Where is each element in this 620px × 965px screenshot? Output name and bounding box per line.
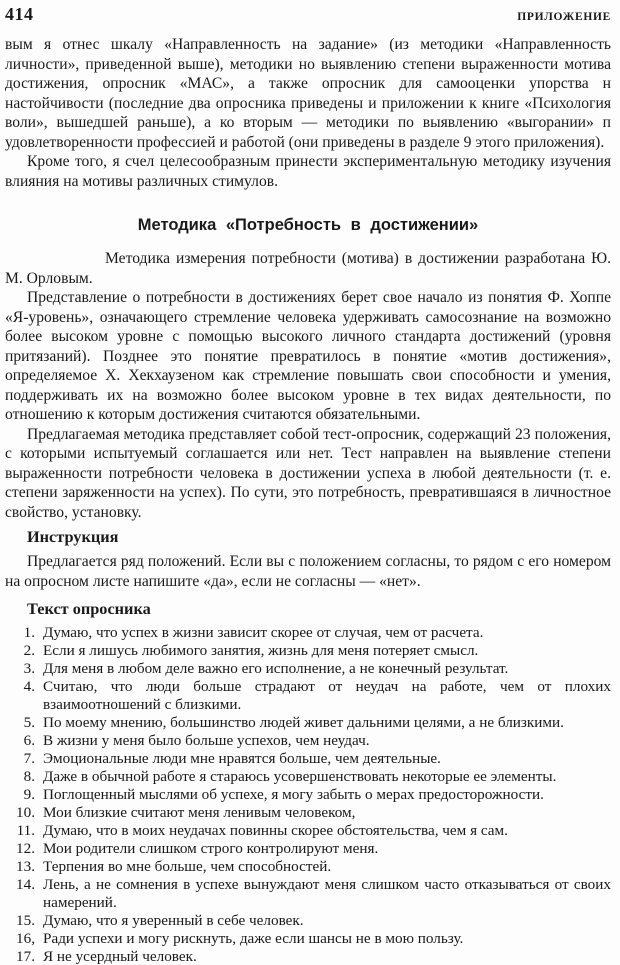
- item-text: Лень, а не сомнения в успехе вынуждают меня слишком часто отказываться от своих намерений.: [43, 876, 611, 911]
- item-number: 5.: [23, 714, 35, 731]
- item-text: Считаю, что люди больше страдают от неудач на работе, чем от плохих взаимоотношений с близкими.: [43, 678, 611, 713]
- item-number: 12.: [16, 840, 35, 857]
- item-text: Думаю, что я уверенный в себе человек.: [43, 912, 304, 929]
- item-text: Я не усердный человек.: [43, 948, 197, 965]
- item-text: Думаю, что успех в жизни зависит скорее от случая, чем от расчета.: [43, 624, 484, 641]
- item-text: Ради успехи и могу рискнуть, даже если шансы не в мою пользу.: [43, 930, 464, 947]
- list-item: [5, 912, 611, 930]
- item-number: 15.: [16, 912, 35, 929]
- page-number: 414: [5, 4, 34, 24]
- list-item: [5, 660, 611, 678]
- questionnaire-list: [5, 624, 611, 965]
- item-number: 9.: [23, 786, 35, 803]
- section-paragraph-3: Предлагаемая методика представляет собой тест-опросник, содержащий 23 положения, с которыми испытуемый соглашается или нет. Тест направлен на выявление степени выраженности потребности человека в достижении успеха в любой деятельности (т. е. степени заряженности на успех). По сути, это потребность, превратившаяся в личностное свойство, установку.: [5, 425, 611, 521]
- page-header: [5, 4, 611, 25]
- list-item: [5, 822, 611, 840]
- item-number: 3.: [23, 660, 35, 677]
- item-text: Мои близкие считают меня ленивым человеком,: [43, 804, 356, 821]
- item-number: 6.: [23, 732, 35, 749]
- intro-paragraph-2: Кроме того, я счел целесообразным принести экспериментальную методику изучения влияния на мотивы различных стимулов.: [5, 153, 611, 190]
- section-title: Методика «Потребность в достижении»: [137, 216, 479, 234]
- list-item: [5, 768, 611, 786]
- list-item: [5, 930, 611, 948]
- list-item: [5, 858, 611, 876]
- section-paragraph-1: Методика измерения потребности (мотива) в достижении разработана Ю. М. Орловым.: [5, 250, 611, 287]
- item-number: 4.: [23, 678, 35, 695]
- intro-paragraph-1: вым я отнес шкалу «Направленность на задание» (из методики «Направленность личности», приведенной выше), методики но выявлению степени выраженности мотива достижения, опросник «МАС», а также опросник для самооценки упорства н настойчивости (последние два опросника приведены и приложении к книге «Психология воли», вышедшей раньше), а ко вторым — методики по выявлению «выгорании» п удовлетворенности профессией и работой (они приведены в разделе 9 этого приложения).: [5, 36, 611, 151]
- section-paragraph-2: Представление о потребности в достижениях берет свое начало из понятия Ф. Хоппе «Я-уровень», означающего стремление человека удерживать самосознание на возможно более высоком уровне с помощью высокого личного стандарта достижений (уровня притязаний). Позднее это понятие превратилось в понятие «мотив достижения», определяемое Х. Хекхаузеном как стремление повышать свои способности и умения, поддерживать их на возможно более высоком уровне в тех видах деятельности, по отношению к которым достижения считаются обязательными.: [5, 289, 611, 423]
- running-header: ПРИЛОЖЕНИЕ: [517, 11, 611, 23]
- list-item: [5, 642, 611, 660]
- item-number: 2.: [23, 642, 35, 659]
- item-text: Терпения во мне больше, чем способностей.: [43, 858, 332, 875]
- item-text: Думаю, что в моих неудачах повинны скорее обстоятельства, чем я сам.: [43, 822, 508, 839]
- item-number: 16,: [16, 930, 35, 947]
- item-number: 14.: [16, 876, 35, 893]
- list-item: [5, 786, 611, 804]
- item-text: По моему мнению, большинство людей живет дальними целями, а не близкими.: [43, 714, 564, 731]
- list-item: [5, 714, 611, 732]
- item-text: В жизни у меня было больше успехов, чем неудач.: [43, 732, 370, 749]
- list-item: [5, 948, 611, 965]
- list-item: [5, 750, 611, 768]
- item-number: 8.: [23, 768, 35, 785]
- list-item: [5, 804, 611, 822]
- list-item: [5, 840, 611, 858]
- item-number: 17.: [16, 948, 35, 965]
- item-text: Для меня в любом деле важно его исполнение, а не конечный результат.: [43, 660, 509, 677]
- item-number: 7.: [23, 750, 35, 767]
- instruction-heading: Инструкция: [27, 527, 119, 546]
- list-item: [5, 624, 611, 642]
- item-text: Даже в обычной работе я стараюсь усовершенствовать некоторые ее элементы.: [43, 768, 557, 785]
- item-text: Если я лишусь любимого занятия, жизнь для меня потеряет смысл.: [43, 642, 479, 659]
- item-text: Мои родители слишком строго контролируют меня.: [43, 840, 379, 857]
- instruction-paragraph: Предлагается ряд положений. Если вы с положением согласны, то рядом с его номером на опросном листе напишите «да», если не согласны — «нет».: [5, 553, 611, 590]
- questionnaire-heading: Текст опросника: [27, 599, 151, 618]
- item-number: 1.: [23, 624, 35, 641]
- item-text: Эмоциональные люди мне нравятся больше, чем деятельные.: [43, 750, 441, 767]
- list-item: [5, 732, 611, 750]
- item-text: Поглощенный мыслями об успехе, я могу забыть о мерах предосторожности.: [43, 786, 544, 803]
- list-item: [5, 876, 611, 912]
- item-number: 13.: [16, 858, 35, 875]
- item-number: 10.: [16, 804, 35, 821]
- item-number: 11.: [16, 822, 35, 839]
- list-item: [5, 678, 611, 714]
